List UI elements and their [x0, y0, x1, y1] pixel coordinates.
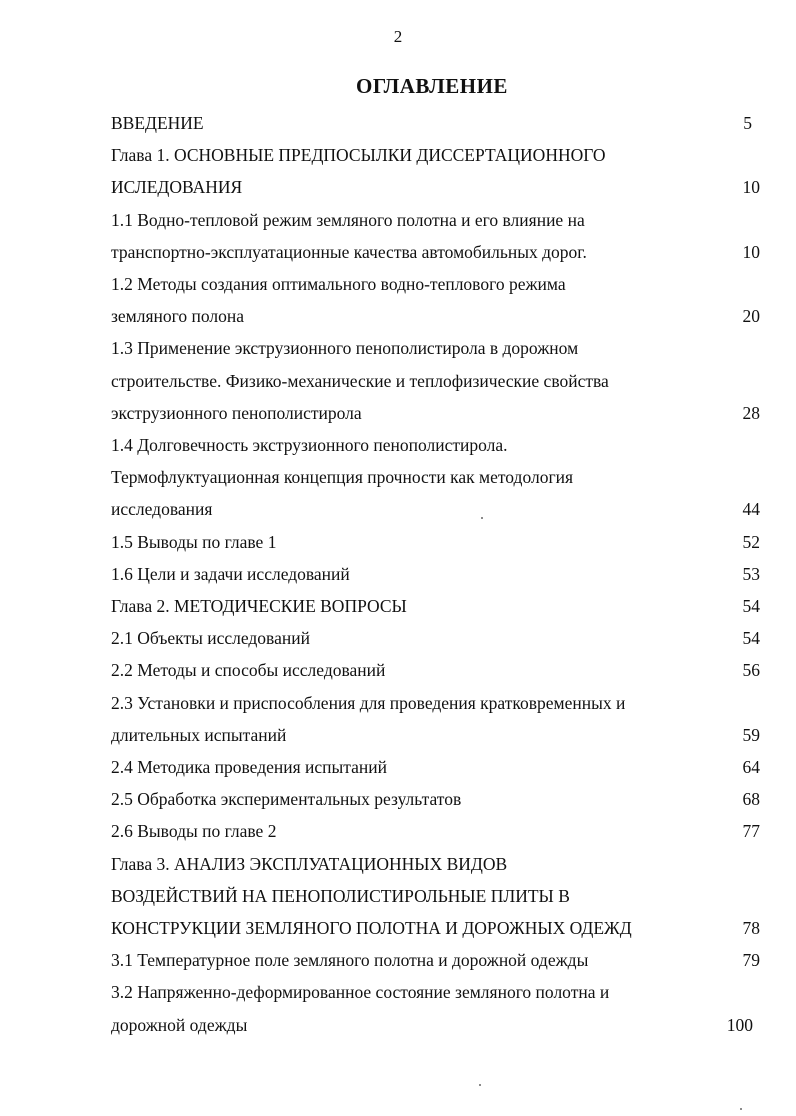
toc-entry-line: Глава 1. ОСНОВНЫЕ ПРЕДПОСЫЛКИ ДИССЕРТАЦИОННОГО: [111, 145, 606, 166]
toc-entry-line: 2.5 Обработка экспериментальных результатов: [111, 789, 462, 810]
toc-entry-line: КОНСТРУКЦИИ ЗЕМЛЯНОГО ПОЛОТНА И ДОРОЖНЫХ ОДЕЖД: [111, 918, 632, 938]
toc-page-number: 56: [742, 660, 760, 681]
toc-page-number: 53: [742, 563, 760, 584]
toc-entry-line: земляного полона: [111, 306, 245, 327]
toc-page-number: 77: [742, 821, 760, 842]
toc-page-number: 10: [742, 177, 760, 198]
toc-title: ОГЛАВЛЕНИЕ: [356, 74, 508, 98]
scan-speck: [479, 1084, 481, 1086]
toc-page-number: 54: [742, 596, 760, 616]
toc-entry-line: транспортно-эксплуатационные качества автомобильных дорог.: [111, 241, 587, 262]
toc-page-number: 5: [743, 113, 752, 133]
toc-entry-line: длительных испытаний: [111, 724, 287, 745]
toc-entry-line: 2.2 Методы и способы исследований: [111, 660, 386, 681]
toc-entry-line: ИСЛЕДОВАНИЯ: [111, 177, 243, 198]
toc-page-number: 54: [742, 628, 760, 649]
toc-entry-line: исследования: [111, 499, 213, 520]
toc-entry-line: Глава 3. АНАЛИЗ ЭКСПЛУАТАЦИОННЫХ ВИДОВ: [111, 853, 508, 874]
toc-entry-line: 1.6 Цели и задачи исследований: [111, 563, 350, 584]
toc-entry-line: 1.3 Применение экструзионного пенополистирола в дорожном: [111, 338, 579, 359]
toc-entry-line: Термофлуктуационная концепция прочности как методология: [111, 467, 574, 488]
toc-page-number: 59: [742, 724, 760, 745]
toc-entry-line: 2.1 Объекты исследований: [111, 628, 310, 649]
toc-entry-line: 2.3 Установки и приспособления для проведения кратковременных и: [111, 692, 626, 713]
page-number: 2: [393, 27, 403, 46]
scan-speck: [481, 517, 483, 519]
toc-page-number: 10: [742, 241, 760, 262]
toc-page-number: 78: [742, 918, 760, 938]
toc-page-number: 28: [742, 402, 760, 423]
toc-entry-line: строительстве. Физико-механические и теплофизические свойства: [111, 370, 609, 391]
toc-entry-line: ВОЗДЕЙСТВИЙ НА ПЕНОПОЛИСТИРОЛЬНЫЕ ПЛИТЫ В: [111, 885, 570, 906]
toc-page-number: 79: [742, 950, 760, 971]
toc-entry-line: 3.1 Температурное поле земляного полотна и дорожной одежды: [111, 950, 589, 971]
toc-entry-line: 1.1 Водно-тепловой режим земляного полотна и его влияние на: [111, 209, 585, 230]
toc-entry-line: 3.2 Напряженно-деформированное состояние земляного полотна и: [111, 982, 610, 1003]
toc-entry-line: дорожной одежды: [111, 1014, 248, 1035]
toc-entry-line: Глава 2. МЕТОДИЧЕСКИЕ ВОПРОСЫ: [111, 596, 407, 616]
toc-entry-line: 1.4 Долговечность экструзионного пенополистирола.: [111, 435, 508, 455]
toc-page-number: 20: [742, 306, 760, 327]
toc-page-number: 44: [742, 499, 760, 520]
toc-entry-line: 2.6 Выводы по главе 2: [111, 821, 277, 842]
toc-page-number: 52: [742, 531, 760, 552]
toc-page-number: 68: [742, 789, 760, 810]
toc-entry-line: экструзионного пенополистирола: [111, 402, 362, 423]
toc-entry-line: ВВЕДЕНИЕ: [111, 113, 204, 133]
toc-page-number: 64: [742, 757, 760, 777]
scan-speck: [740, 1108, 742, 1110]
toc-entry-line: 1.5 Выводы по главе 1: [111, 531, 277, 552]
toc-entry-line: 2.4 Методика проведения испытаний: [111, 757, 388, 777]
toc-page-number: 100: [726, 1014, 753, 1035]
toc-entry-line: 1.2 Методы создания оптимального водно-теплового режима: [111, 274, 566, 294]
